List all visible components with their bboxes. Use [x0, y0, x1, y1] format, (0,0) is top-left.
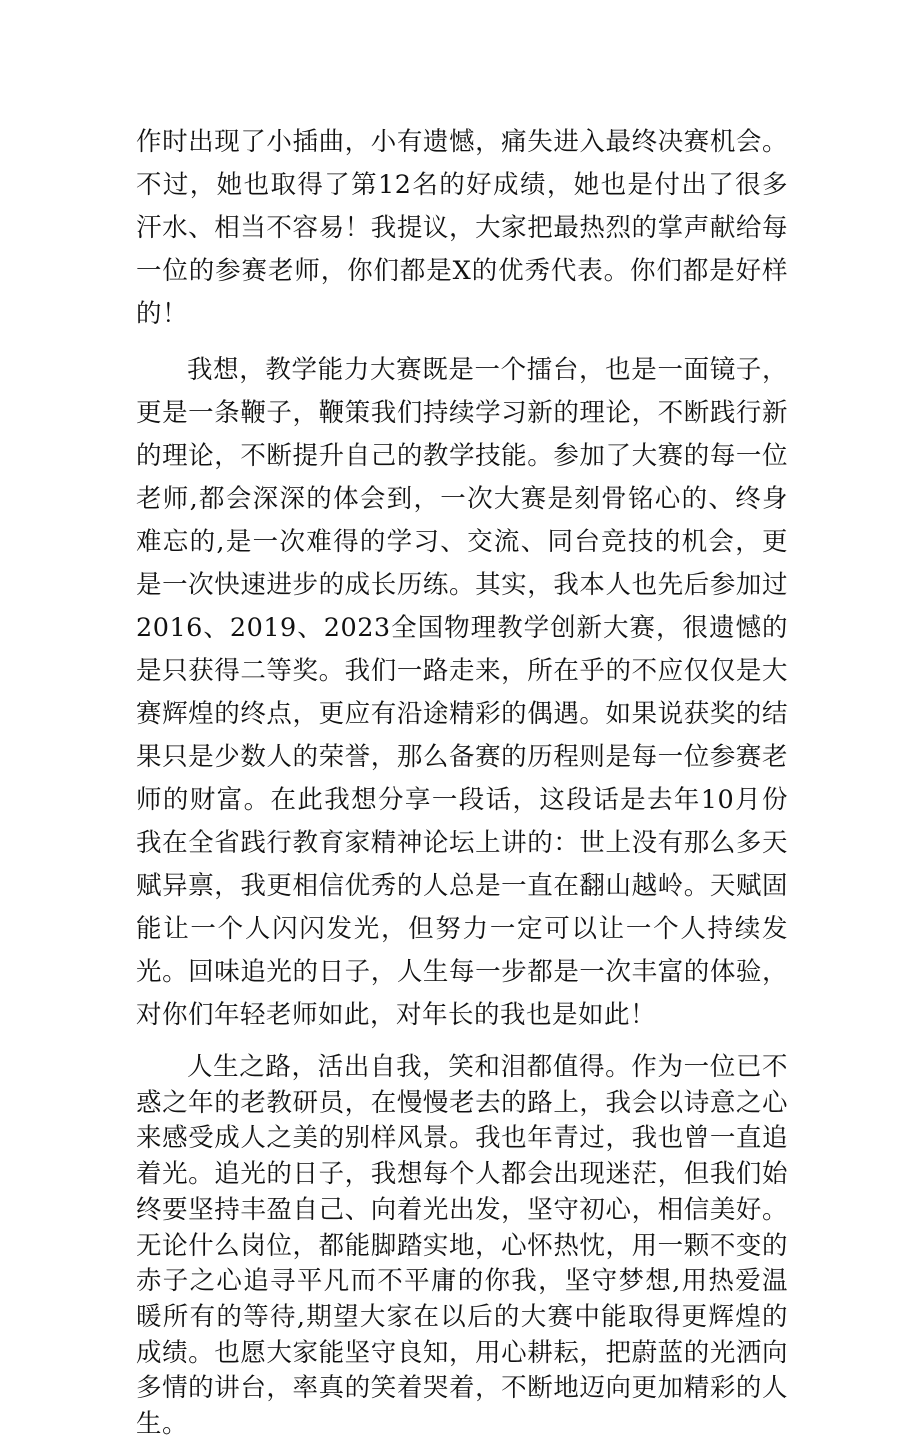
paragraph-1: 作时出现了小插曲，小有遗憾，痛失进入最终决赛机会。不过，她也取得了第12名的好成绩，她也是付出了很多汗水、相当不容易！我提议，大家把最热烈的掌声献给每一位的参赛老师，你们都是X的优秀代表。你们都是好样的！ [136, 127, 788, 329]
document-page [136, 121, 788, 1443]
paragraph-2: 我想，教学能力大赛既是一个擂台，也是一面镜子，更是一条鞭子，鞭策我们持续学习新的理论，不断践行新的理论，不断提升自己的教学技能。参加了大赛的每一位老师,都会深深的体会到，一次大赛是刻骨铭心的、终身难忘的,是一次难得的学习、交流、同台竞技的机会，更是一次快速进步的成长历练。其实，我本人也先后参加过2016、2019、2023全国物理教学创新大赛，很遗憾的是只获得二等奖。我们一路走来，所在乎的不应仅仅是大赛辉煌的终点，更应有沿途精彩的偶遇。如果说获奖的结果只是少数人的荣誉，那么备赛的历程则是每一位参赛老师的财富。在此我想分享一段话，这段话是去年10月份我在全省践行教育家精神论坛上讲的：世上没有那么多天赋异禀，我更相信优秀的人总是一直在翻山越岭。天赋固能让一个人闪闪发光，但努力一定可以让一个人持续发光。回味追光的日子，人生每一步都是一次丰富的体验，对你们年轻老师如此，对年长的我也是如此！ [136, 355, 788, 1030]
paragraph-3: 人生之路，活出自我，笑和泪都值得。作为一位已不惑之年的老教研员，在慢慢老去的路上，我会以诗意之心来感受成人之美的别样风景。我也年青过，我也曾一直追着光。追光的日子，我想每个人都会出现迷茫，但我们始终要坚持丰盈自己、向着光出发，坚守初心，相信美好。无论什么岗位，都能脚踏实地，心怀热忱，用一颗不变的赤子之心追寻平凡而不平庸的你我，坚守梦想,用热爱温暖所有的等待,期望大家在以后的大赛中能取得更辉煌的成绩。也愿大家能坚守良知，用心耕耘，把蔚蓝的光洒向多情的讲台，率真的笑着哭着，不断地迈向更加精彩的人生。 [136, 1052, 788, 1440]
